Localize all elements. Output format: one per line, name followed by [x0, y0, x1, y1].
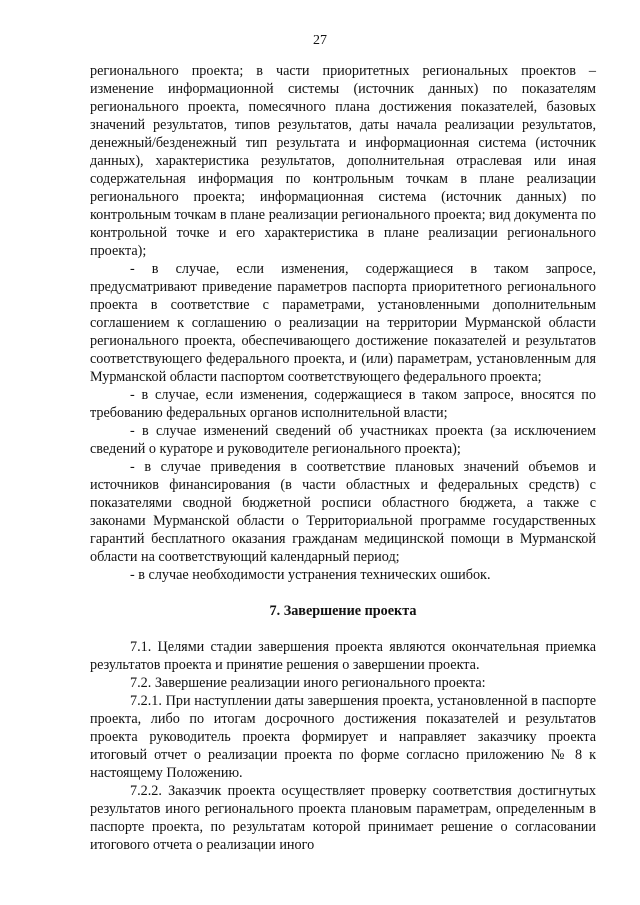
section-heading: 7. Завершение проекта [269, 603, 417, 619]
paragraph: 7.2.2. Заказчик проекта осуществляет проверку соответствия достигнутых результатов иного регионального проекта плановым параметрам, определенным в паспорте проекта, по результатам которой принимает решение о согласовании итогового отчета о реализации иного [90, 783, 596, 853]
paragraph: - в случае необходимости устранения технических ошибок. [130, 567, 491, 583]
paragraph: 7.1. Целями стадии завершения проекта являются окончательная приемка результатов проекта и принятие решения о завершении проекта. [90, 639, 596, 673]
paragraph: - в случае, если изменения, содержащиеся в таком запросе, вносятся по требованию федеральных органов исполнительной власти; [90, 387, 596, 421]
paragraph: 7.2. Завершение реализации иного регионального проекта: [130, 675, 486, 691]
paragraph: - в случае приведения в соответствие плановых значений объемов и источников финансирования (в части областных и федеральных средств) с показателями сводной бюджетной росписи областного бюджета, а также с законами Мурманской области о Территориальной программе государственных гарантий бесплатного оказания гражданам медицинской помощи в Мурманской области на соответствующий календарный период; [90, 459, 596, 565]
page-number: 27 [313, 33, 327, 48]
paragraph: регионального проекта; в части приоритетных региональных проектов – изменение информационной системы (источник данных) по показателям регионального проекта, помесячного плана достижения показателей, базовых значений результатов, типов результатов, даты начала реализации результатов, денежный/безденежный тип результата и информационная система (источник данных), характеристика результатов, дополнительная отраслевая или иная содержательная информация по контрольным точкам в плане реализации регионального проекта; информационная система (источник данных) по контрольным точкам в плане реализации регионального проекта; вид документа по контрольной точке и его характеристика в плане реализации регионального проекта); [90, 63, 596, 259]
paragraph: - в случае изменений сведений об участниках проекта (за исключением сведений о кураторе и руководителе регионального проекта); [90, 423, 596, 457]
paragraph: - в случае, если изменения, содержащиеся в таком запросе, предусматривают приведение параметров паспорта приоритетного регионального проекта в соответствие с параметрами, установленными дополнительным соглашением к соглашению о реализации на территории Мурманской области регионального проекта, обеспечивающего достижение показателей и результатов соответствующего федерального проекта, и (или) параметрам, установленным для Мурманской области паспортом соответствующего федерального проекта; [90, 261, 596, 385]
document-body [90, 62, 596, 854]
paragraph: 7.2.1. При наступлении даты завершения проекта, установленной в паспорте проекта, либо по итогам досрочного достижения показателей и результатов проекта руководитель проекта формирует и направляет заказчику проекта итоговый отчет о реализации проекта по форме согласно приложению № 8 к настоящему Положению. [90, 693, 596, 781]
